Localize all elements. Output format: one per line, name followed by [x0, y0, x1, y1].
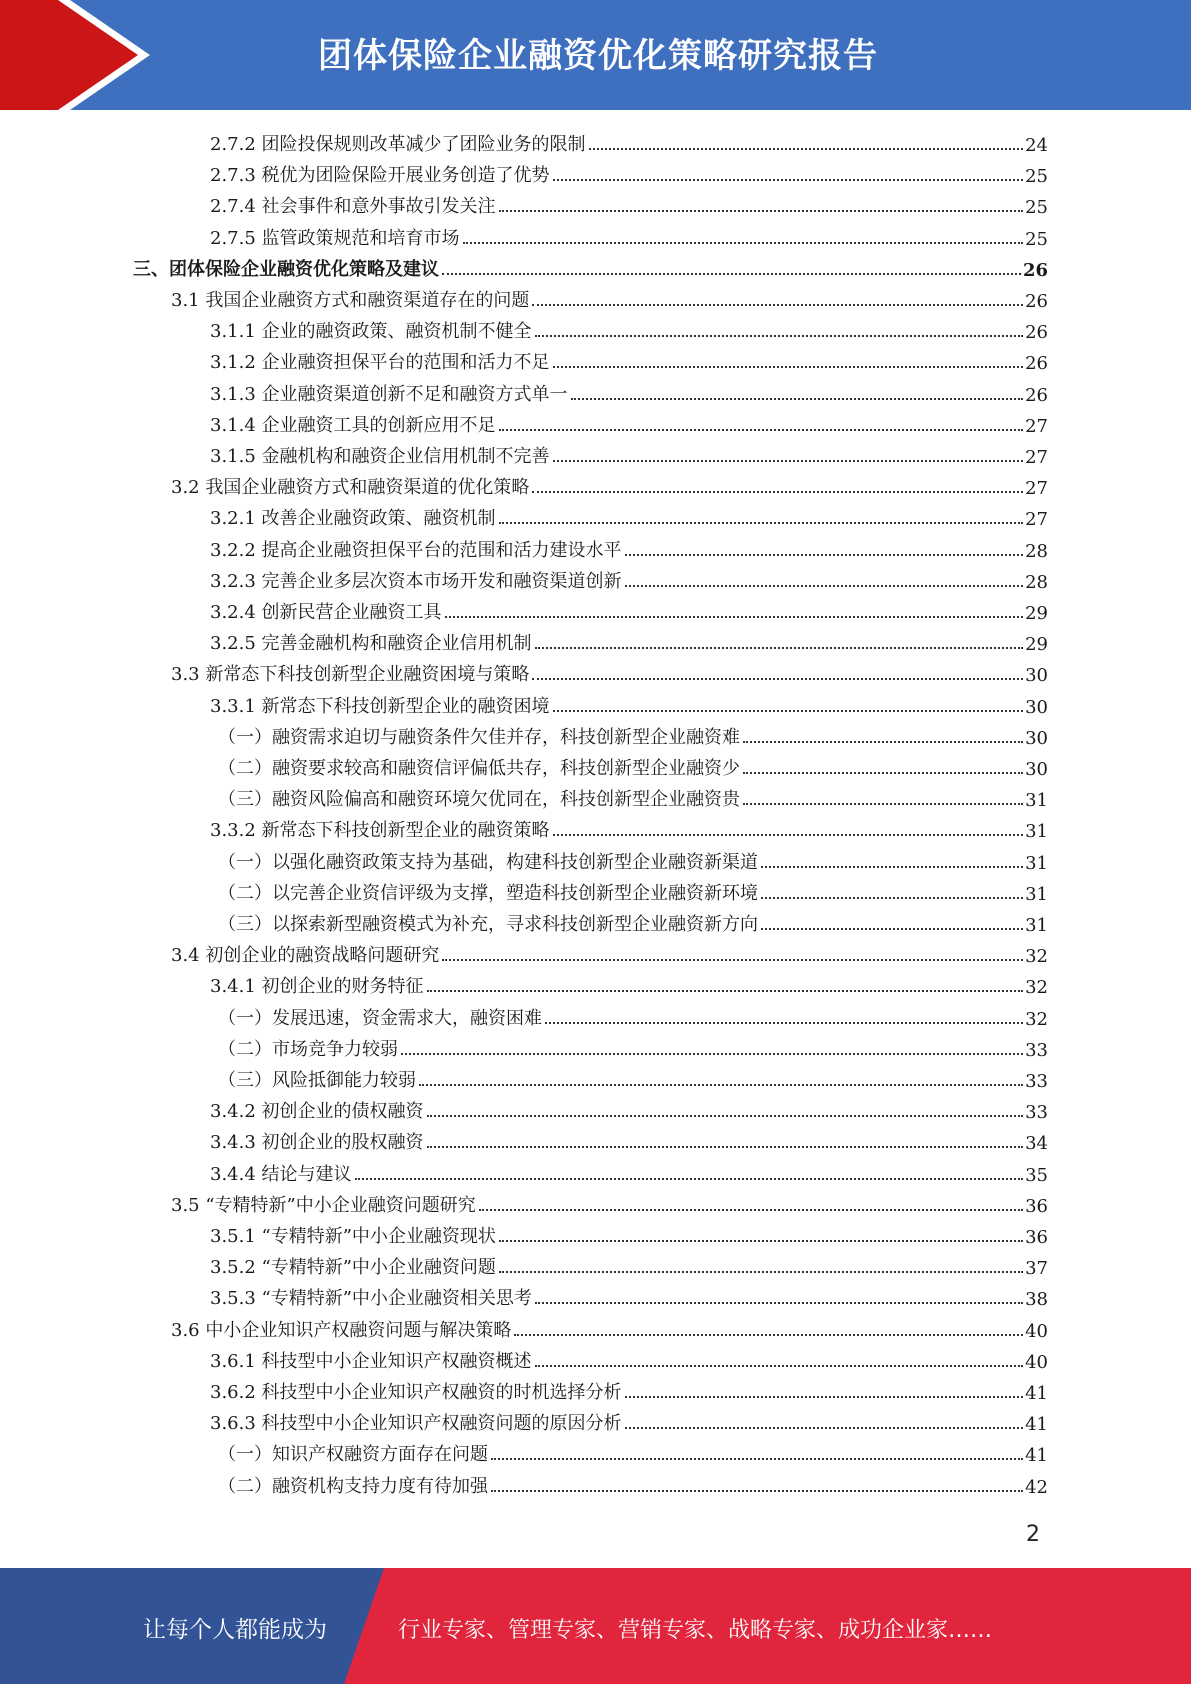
toc-entry-title: 3.2.4 创新民营企业融资工具	[210, 602, 442, 623]
toc-entry-page: 26	[1025, 322, 1048, 344]
toc-dot-leader	[463, 242, 1024, 244]
toc-entry[interactable]	[210, 814, 1048, 842]
toc-entry-page: 42	[1025, 1476, 1048, 1498]
toc-dot-leader	[545, 1022, 1023, 1024]
toc-entry[interactable]	[210, 534, 1048, 562]
toc-dot-leader	[442, 273, 1021, 275]
toc-entry-page: 32	[1025, 1008, 1048, 1030]
toc-entry-title: 3.2.2 提高企业融资担保平台的范围和活力建设水平	[210, 539, 622, 561]
toc-entry[interactable]	[171, 658, 1048, 686]
toc-entry[interactable]	[171, 284, 1048, 312]
toc-dot-leader	[499, 210, 1024, 212]
toc-dot-leader	[442, 959, 1023, 961]
toc-dot-leader	[427, 1115, 1024, 1117]
toc-entry-title: （二）市场竞争力较弱	[218, 1038, 398, 1060]
toc-entry-title: （一）融资需求迫切与融资条件欠佳并存，科技创新型企业融资难	[218, 726, 740, 748]
toc-entry[interactable]	[210, 690, 1048, 718]
toc-entry-page: 26	[1022, 259, 1048, 281]
toc-dot-leader	[625, 585, 1024, 587]
toc-dot-leader	[553, 366, 1024, 368]
toc-entry[interactable]	[218, 877, 1048, 905]
toc-entry[interactable]	[171, 939, 1048, 967]
toc-entry-page: 27	[1025, 509, 1048, 531]
toc-dot-leader	[499, 522, 1024, 524]
toc-entry[interactable]	[218, 908, 1048, 936]
toc-entry[interactable]	[210, 1251, 1048, 1279]
toc-entry[interactable]	[171, 1314, 1048, 1342]
toc-entry-page: 30	[1025, 665, 1048, 687]
toc-entry[interactable]	[210, 565, 1048, 593]
page-header	[0, 0, 1191, 110]
toc-entry[interactable]	[210, 1376, 1048, 1404]
toc-dot-leader	[761, 897, 1023, 899]
toc-entry-page: 30	[1025, 696, 1048, 718]
toc-entry[interactable]	[210, 222, 1048, 250]
toc-entry-title: （一）发展迅速，资金需求大，融资困难	[218, 1007, 542, 1029]
toc-dot-leader	[743, 741, 1023, 743]
toc-entry-title: 3.4 初创企业的融资战略问题研究	[171, 945, 440, 967]
toc-entry[interactable]	[210, 1407, 1048, 1435]
report-title: 团体保险企业融资优化策略研究报告	[318, 36, 878, 76]
toc-entry-title: 3.3.2 新常态下科技创新型企业的融资策略	[210, 820, 550, 842]
toc-dot-leader	[625, 1396, 1024, 1398]
toc-dot-leader	[499, 1271, 1023, 1273]
toc-dot-leader	[535, 1302, 1023, 1304]
toc-entry-page: 28	[1025, 571, 1048, 593]
toc-dot-leader	[499, 1240, 1023, 1242]
toc-entry[interactable]	[218, 846, 1048, 874]
toc-entry-title: 2.7.4 社会事件和意外事故引发关注	[210, 196, 496, 218]
toc-dot-leader	[553, 460, 1024, 462]
toc-dot-leader	[589, 148, 1024, 150]
toc-entry-title: 3.4.2 初创企业的债权融资	[210, 1101, 424, 1123]
toc-entry[interactable]	[210, 627, 1048, 655]
toc-entry-title: （二）以完善企业资信评级为支撑，塑造科技创新型企业融资新环境	[218, 882, 758, 904]
toc-entry[interactable]	[210, 409, 1048, 437]
toc-entry-title: 3.1.1 企业的融资政策、融资机制不健全	[210, 321, 532, 343]
toc-dot-leader	[535, 647, 1024, 649]
toc-entry[interactable]	[210, 378, 1048, 406]
toc-entry[interactable]	[210, 315, 1048, 343]
toc-dot-leader	[625, 1427, 1024, 1429]
toc-entry[interactable]	[210, 190, 1048, 218]
toc-dot-leader	[553, 710, 1024, 712]
toc-dot-leader	[499, 429, 1024, 431]
toc-entry-page: 26	[1025, 353, 1048, 375]
toc-entry-page: 30	[1025, 759, 1048, 780]
toc-entry-page: 37	[1025, 1258, 1048, 1280]
toc-entry-title: 3.1.5 金融机构和融资企业信用机制不完善	[210, 446, 550, 467]
toc-entry[interactable]	[210, 159, 1048, 187]
toc-entry-page: 31	[1025, 915, 1048, 936]
toc-dot-leader	[419, 1084, 1023, 1086]
toc-entry-page: 27	[1025, 415, 1048, 437]
toc-entry-page: 36	[1025, 1195, 1048, 1217]
toc-entry-title: （三）风险抵御能力较弱	[218, 1070, 416, 1091]
toc-entry-page: 25	[1025, 228, 1048, 250]
toc-dot-leader	[401, 1053, 1023, 1055]
toc-dot-leader	[491, 1458, 1023, 1460]
toc-entry-title: 3.3.1 新常态下科技创新型企业的融资困境	[210, 695, 550, 717]
toc-entry-title: 3.2.3 完善企业多层次资本市场开发和融资渠道创新	[210, 570, 622, 592]
toc-entry-page: 27	[1025, 447, 1048, 468]
toc-entry-title: 3.1.2 企业融资担保平台的范围和活力不足	[210, 352, 550, 374]
toc-entry-page: 33	[1025, 1039, 1048, 1061]
toc-dot-leader	[532, 678, 1023, 680]
toc-entry-title: 2.7.2 团险投保规则改革减少了团险业务的限制	[210, 134, 586, 155]
toc-entry-title: 3.1.4 企业融资工具的创新应用不足	[210, 414, 496, 436]
toc-entry-page: 40	[1025, 1320, 1048, 1342]
toc-entry-title: 3.5.1 “专精特新”中小企业融资现状	[210, 1226, 496, 1247]
toc-entry-title: 3.6.1 科技型中小企业知识产权融资概述	[210, 1350, 532, 1372]
toc-entry[interactable]	[210, 502, 1048, 530]
toc-entry-title: 3.2.5 完善金融机构和融资企业信用机制	[210, 633, 532, 655]
toc-entry[interactable]	[133, 253, 1048, 281]
toc-entry-title: （二）融资机构支持力度有待加强	[218, 1475, 488, 1497]
toc-entry[interactable]	[210, 1126, 1048, 1154]
toc-dot-leader	[532, 491, 1023, 493]
toc-dot-leader	[625, 554, 1024, 556]
toc-entry-title: 3.6.2 科技型中小企业知识产权融资的时机选择分析	[210, 1382, 622, 1403]
toc-entry-page: 30	[1025, 727, 1048, 749]
toc-entry[interactable]	[210, 128, 1048, 156]
toc-entry[interactable]	[218, 1002, 1048, 1030]
toc-entry-title: 2.7.3 税优为团险保险开展业务创造了优势	[210, 165, 550, 187]
toc-entry-title: （二）融资要求较高和融资信评偏低共存，科技创新型企业融资少	[218, 758, 740, 779]
toc-entry-title: 3.5.2 “专精特新”中小企业融资问题	[210, 1257, 496, 1279]
toc-entry-page: 33	[1025, 1071, 1048, 1092]
footer-slogan-right: 行业专家、管理专家、营销专家、战略专家、成功企业家……	[398, 1618, 993, 1643]
toc-dot-leader	[761, 866, 1023, 868]
page-number: 2	[1026, 1522, 1040, 1547]
toc-entry-page: 24	[1025, 135, 1048, 156]
toc-entry-page: 26	[1025, 384, 1048, 406]
toc-entry-page: 41	[1025, 1383, 1048, 1404]
toc-entry[interactable]	[210, 1282, 1048, 1310]
toc-entry[interactable]	[210, 1345, 1048, 1373]
toc-entry[interactable]	[218, 1033, 1048, 1061]
toc-entry-page: 27	[1025, 478, 1048, 500]
toc-dot-leader	[427, 990, 1024, 992]
toc-entry[interactable]	[210, 440, 1048, 468]
toc-dot-leader	[514, 1334, 1023, 1336]
toc-entry-title: 3.5 “专精特新”中小企业融资问题研究	[171, 1194, 476, 1216]
toc-dot-leader	[427, 1146, 1024, 1148]
toc-entry-title: 3.3 新常态下科技创新型企业融资困境与策略	[171, 664, 530, 686]
toc-entry-page: 40	[1025, 1351, 1048, 1373]
toc-entry[interactable]	[171, 471, 1048, 499]
toc-entry[interactable]	[210, 1095, 1048, 1123]
toc-dot-leader	[553, 179, 1024, 181]
toc-entry-title: 2.7.5 监管政策规范和培育市场	[210, 227, 460, 249]
toc-entry[interactable]	[210, 970, 1048, 998]
toc-dot-leader	[743, 772, 1023, 774]
red-chevron-icon	[0, 0, 138, 110]
toc-entry-title: 3.5.3 “专精特新”中小企业融资相关思考	[210, 1288, 532, 1310]
toc-entry-page: 29	[1025, 603, 1048, 624]
toc-entry-title: 3.1 我国企业融资方式和融资渠道存在的问题	[171, 290, 530, 311]
toc-entry-title: （一）知识产权融资方面存在问题	[218, 1444, 488, 1466]
toc-dot-leader	[743, 803, 1023, 805]
toc-entry-title: 3.1.3 企业融资渠道创新不足和融资方式单一	[210, 383, 568, 405]
toc-entry-title: 3.4.4 结论与建议	[210, 1163, 352, 1185]
toc-entry-page: 31	[1025, 821, 1048, 843]
toc-dot-leader	[761, 928, 1023, 930]
toc-entry-title: 3.6.3 科技型中小企业知识产权融资问题的原因分析	[210, 1413, 622, 1435]
toc-dot-leader	[479, 1209, 1023, 1211]
toc-entry-title: 3.2 我国企业融资方式和融资渠道的优化策略	[171, 477, 530, 499]
toc-entry[interactable]	[171, 1189, 1048, 1217]
toc-dot-leader	[355, 1178, 1024, 1180]
toc-entry[interactable]	[210, 1220, 1048, 1248]
toc-entry[interactable]	[218, 752, 1048, 780]
toc-entry-page: 31	[1025, 852, 1048, 874]
toc-entry-page: 36	[1025, 1227, 1048, 1248]
toc-entry-page: 28	[1025, 540, 1048, 562]
toc-dot-leader	[553, 834, 1024, 836]
toc-entry[interactable]	[210, 1158, 1048, 1186]
toc-entry-page: 29	[1025, 634, 1048, 656]
page-footer	[0, 1568, 1191, 1684]
toc-entry-page: 41	[1025, 1414, 1048, 1436]
toc-entry-page: 35	[1025, 1164, 1048, 1186]
toc-dot-leader	[532, 304, 1023, 306]
toc-entry[interactable]	[210, 596, 1048, 624]
toc-entry-page: 32	[1025, 977, 1048, 999]
toc-entry-page: 32	[1025, 946, 1048, 968]
toc-entry-title: 3.4.1 初创企业的财务特征	[210, 976, 424, 998]
toc-entry-title: （三）以探索新型融资模式为补充，寻求科技创新型企业融资新方向	[218, 914, 758, 935]
toc-entry-page: 31	[1025, 883, 1048, 905]
toc-dot-leader	[535, 1365, 1024, 1367]
toc-entry-page: 31	[1025, 790, 1048, 812]
toc-entry[interactable]	[210, 346, 1048, 374]
toc-entry-title: 3.4.3 初创企业的股权融资	[210, 1132, 424, 1154]
toc-entry[interactable]	[218, 1064, 1048, 1092]
toc-entry-title: 3.6 中小企业知识产权融资问题与解决策略	[171, 1319, 512, 1341]
toc-entry-page: 25	[1025, 197, 1048, 219]
toc-entry[interactable]	[218, 721, 1048, 749]
toc-entry-page: 41	[1025, 1445, 1048, 1467]
toc-dot-leader	[535, 335, 1024, 337]
toc-entry-page: 33	[1025, 1102, 1048, 1124]
toc-entry[interactable]	[218, 783, 1048, 811]
toc-dot-leader	[491, 1490, 1023, 1492]
toc-entry-page: 26	[1025, 291, 1048, 312]
toc-entry-title: （一）以强化融资政策支持为基础，构建科技创新型企业融资新渠道	[218, 851, 758, 873]
toc-entry-title: 三、团体保险企业融资优化策略及建议	[133, 258, 439, 280]
footer-slogan-left: 让每个人都能成为	[143, 1617, 327, 1643]
toc-dot-leader	[571, 398, 1024, 400]
toc-entry-title: （三）融资风险偏高和融资环境欠优同在，科技创新型企业融资贵	[218, 789, 740, 811]
toc-entry-title: 3.2.1 改善企业融资政策、融资机制	[210, 508, 496, 530]
toc-entry[interactable]	[218, 1470, 1048, 1498]
toc-dot-leader	[445, 616, 1024, 618]
toc-entry[interactable]	[218, 1438, 1048, 1466]
toc-entry-page: 25	[1025, 166, 1048, 188]
toc-entry-page: 34	[1025, 1133, 1048, 1155]
toc-entry-page: 38	[1025, 1289, 1048, 1311]
